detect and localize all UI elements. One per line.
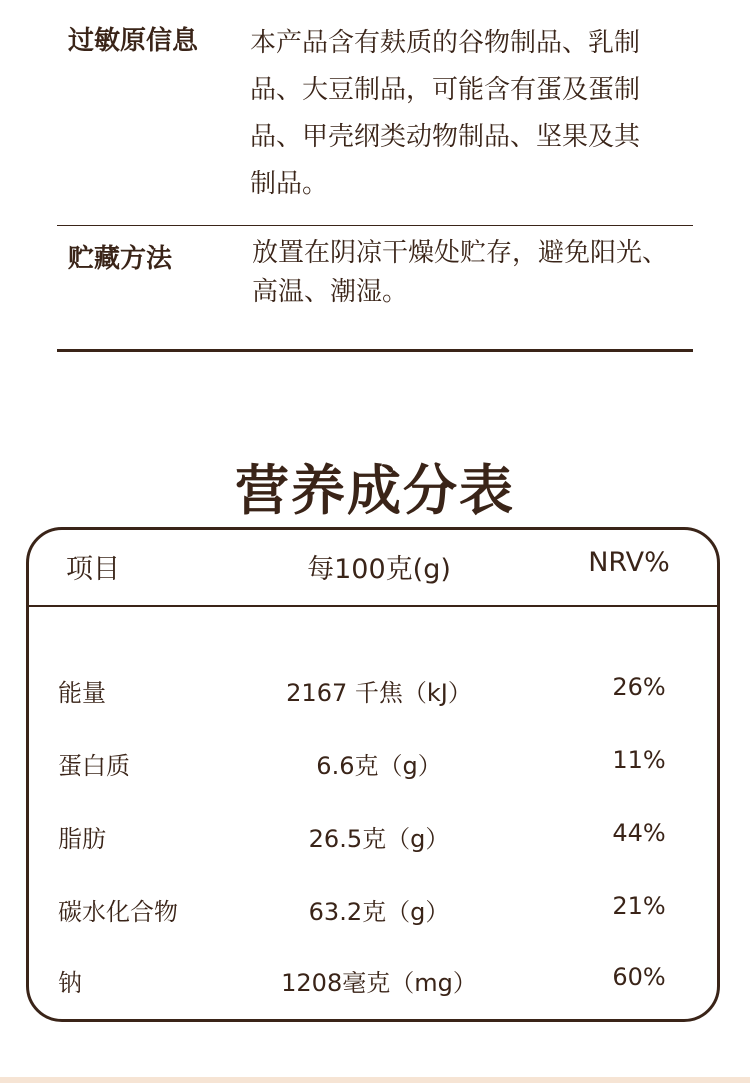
header-item: 项目 — [66, 554, 120, 585]
storage-value — [252, 234, 732, 312]
header-per100g: 每100克(g) — [307, 554, 451, 585]
storage-line: 高温、潮湿。 — [252, 277, 409, 307]
row-value: 6.6克（g） — [316, 752, 442, 780]
storage-label: 贮藏方法 — [68, 244, 173, 274]
allergen-line: 品、大豆制品，可能含有蛋及蛋制 — [250, 75, 641, 105]
section-end-divider — [57, 349, 693, 352]
allergen-value — [250, 20, 690, 208]
row-name: 蛋白质 — [58, 752, 130, 780]
section-divider — [57, 225, 693, 226]
row-name: 脂肪 — [58, 825, 106, 853]
storage-line: 放置在阴凉干燥处贮存，避免阳光、 — [252, 238, 669, 268]
allergen-line: 品、甲壳纲类动物制品、坚果及其 — [250, 122, 641, 152]
table-row — [29, 892, 717, 932]
allergen-label: 过敏原信息 — [68, 26, 199, 56]
row-nrv: 11% — [612, 746, 666, 774]
row-nrv: 21% — [612, 892, 666, 920]
nutrition-table — [26, 527, 720, 1022]
row-nrv: 44% — [612, 819, 666, 847]
table-row — [29, 963, 717, 1003]
allergen-line: 本产品含有麸质的谷物制品、乳制 — [250, 28, 641, 58]
header-nrv: NRV% — [588, 547, 670, 578]
nutrition-title: 营养成分表 — [235, 459, 515, 522]
row-value: 1208毫克（mg） — [281, 969, 477, 997]
row-name: 能量 — [58, 679, 106, 707]
row-value: 2167 千焦（kJ） — [286, 679, 472, 707]
row-nrv: 60% — [612, 963, 666, 991]
header-divider — [29, 605, 717, 607]
row-value: 63.2克（g） — [308, 898, 450, 926]
row-nrv: 26% — [612, 673, 666, 701]
allergen-line: 制品。 — [250, 169, 329, 199]
row-name: 碳水化合物 — [58, 898, 178, 926]
row-name: 钠 — [58, 969, 82, 997]
table-row — [29, 819, 717, 859]
table-row — [29, 746, 717, 786]
row-value: 26.5克（g） — [308, 825, 450, 853]
bottom-band — [0, 1077, 750, 1083]
table-row — [29, 673, 717, 713]
